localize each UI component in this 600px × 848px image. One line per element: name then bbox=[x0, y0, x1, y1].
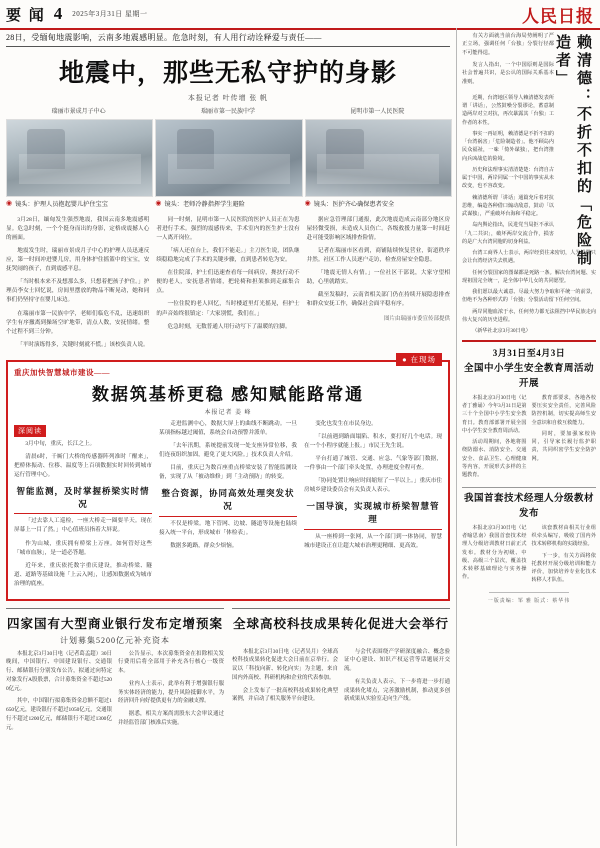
divider bbox=[462, 340, 596, 342]
lead-column bbox=[156, 216, 299, 354]
lead-column bbox=[6, 216, 149, 354]
photo-image bbox=[305, 119, 452, 197]
divider bbox=[14, 513, 152, 514]
page-number: 4 bbox=[53, 4, 63, 23]
paragraph: 会上发布了一批高校科技成果转化典型案例，并启动了相关服务平台建设。 bbox=[232, 687, 338, 703]
divider bbox=[159, 516, 297, 517]
story-column bbox=[118, 650, 224, 737]
bottom-story-left bbox=[6, 608, 224, 737]
paragraph: 有关负责人表示，下一步将进一步打通成果转化堵点，完善激励机制，推动更多创新成果从实验室走向生产线。 bbox=[344, 678, 450, 703]
photo-cell bbox=[155, 108, 300, 210]
notice-date: 3月31日至4月3日 bbox=[492, 348, 566, 359]
paragraph: 作为山城，重庆拥有桥梁上万座。如何管好这些「城市血脉」，是一道必答题。 bbox=[14, 540, 152, 556]
paragraph: 「去年汛期，系统提前发现一处支座异常位移，我们连夜组织加固，避免了更大风险。」技术负责人介绍。 bbox=[159, 442, 297, 458]
page-section-label: 要 闻 bbox=[6, 7, 46, 24]
paragraph: 平台打通了城管、交通、应急、气象等部门数据，一件事由一个部门牵头处置，办理进度全程可查。 bbox=[304, 455, 442, 471]
paragraph: 「过去靠人工巡检，一座大桥走一圈要半天。现在屏幕上一目了然。」中心值班员指着大屏说。 bbox=[14, 518, 152, 534]
paragraph: 同时，要加强家校协同，引导家长履行监护职责，共同织密学生安全防护网。 bbox=[531, 430, 596, 462]
feature-subheading: 智能监测，及时掌握桥梁实时情况 bbox=[16, 485, 150, 509]
paragraph: 「以前遇到路面塌陷、积水，要打好几个电话。现在一个小程序就能上报。」市民王先生说。 bbox=[304, 433, 442, 449]
feature-headline: 数据筑基桥更稳 感知赋能路常通 bbox=[91, 384, 365, 404]
paragraph: 赖清德所谓「讲话」通篇充斥着对抗思维，编造各种借口煽动敌意，鼓动「以武谋独」，严重破坏台海和平稳定。 bbox=[462, 194, 554, 218]
story-headline: 全球高校科技成果转化促进大会举行 bbox=[232, 608, 450, 632]
book-column bbox=[532, 524, 597, 588]
lead-story bbox=[4, 32, 452, 354]
rail-article bbox=[462, 94, 554, 246]
photo-location: 瑞丽市景成月子中心 bbox=[51, 109, 106, 116]
lead-byline: 本报记者 叶传增 张 帆 bbox=[187, 94, 269, 103]
paragraph: 教育部要求，各地各校要压实安全责任，完善风险防控机制，切实提高师生安全意识和自救互救能力。 bbox=[531, 394, 596, 426]
photo-image bbox=[6, 119, 153, 197]
main-column bbox=[4, 28, 452, 846]
book-column bbox=[462, 524, 527, 588]
bottom-stories bbox=[6, 608, 450, 737]
paragraph: 下一步，有关方面将依托教材开展分级培训和能力评价，加快培养专业化技术转移人才队伍。 bbox=[531, 552, 596, 584]
feature-subheading: 一国导演，实现城市桥梁智慧管理 bbox=[306, 501, 440, 524]
lead-column bbox=[307, 216, 450, 354]
paragraph: 变化也发生在市民身边。 bbox=[315, 420, 377, 427]
live-scene-badge bbox=[396, 353, 442, 366]
photo-caption-row bbox=[305, 200, 450, 210]
paragraph: 「当时根本来不及想那么多，只想着把孩子护住。」护理员李女士回忆说，房间里摆放的物品不断晃动，她和同事们仍坚持守在婴儿床边。 bbox=[6, 279, 150, 304]
paragraph: 我们愿以最大诚意、尽最大努力争取和平统一的前景，但绝不为各种形式的「台独」分裂活动留下任何空间。 bbox=[462, 289, 596, 304]
photo-caption: 镜头：医护齐心确保患者安全 bbox=[313, 201, 395, 209]
paragraph: 其中，中国银行拟募集资金总额不超过1650亿元，建设银行不超过1050亿元，交通银行不超过1200亿元，邮储银行不超过1300亿元。 bbox=[6, 698, 112, 731]
paragraph: 两岸同胞血浓于水，任何势力都无法阻挡中华民族走向伟大复兴的历史进程。 bbox=[462, 308, 596, 323]
paragraph: 3月28日，缅甸发生强烈地震，我国云南多地震感明显。危急时刻，一个个挺身而出的身影，定格成震撼人心的画面。 bbox=[6, 217, 150, 242]
paragraph: 本报北京3月30日电（记者喻思南）我国首套技术经理人分级培训教材日前正式发布。教材分为初级、中级、高级三个层次，覆盖技术转移基础理论与实务操作。 bbox=[462, 524, 527, 581]
paragraph: 数据多跑路，群众少烦恼。 bbox=[170, 542, 238, 549]
paragraph: 一位住院的老人回忆，当时楼道里灯光摇晃，但护士的声音始终很镇定：「大家别慌，我们在。」 bbox=[156, 301, 300, 317]
paragraph: 活动周期间，各地将围绕防溺水、消防安全、交通安全、食品卫生、心理健康等内容，开展形式多样的主题教育。 bbox=[462, 439, 527, 479]
paragraph: 「地震无情人有情。」一位社区干部说，大家守望相助，心里就踏实。 bbox=[306, 270, 450, 286]
paragraph: 与会代表围绕产学研深度融合、概念验证中心建设、知识产权运营等话题展开交流。 bbox=[344, 648, 450, 673]
paragraph: 该套教材由相关行业组织牵头编写，吸收了国内外技术转移机构的实践经验。 bbox=[531, 524, 596, 548]
story-columns bbox=[6, 650, 224, 737]
paragraph: 3月中旬，重庆，长江之上。 bbox=[25, 440, 96, 447]
photo-cell bbox=[6, 108, 151, 210]
photo-image bbox=[155, 119, 302, 197]
book-columns bbox=[462, 524, 596, 588]
story-column bbox=[6, 650, 112, 737]
location-pin-icon: ◉ bbox=[155, 199, 162, 208]
live-scene-label: 在现场 bbox=[410, 354, 436, 364]
bottom-story-right bbox=[232, 608, 450, 737]
page-editor-signature: 一版责编：邹 雅 版式：蔡华伟 bbox=[487, 598, 571, 604]
live-dot-icon: ● bbox=[402, 354, 408, 364]
photo-credit: 图片由瑞丽市委宣传部提供 bbox=[383, 315, 450, 322]
divider bbox=[304, 529, 442, 530]
paragraph: 从一座桥到一张网，从一个部门到一体协同，智慧城市建设正在让超大城市治理更精细、更高效。 bbox=[304, 533, 442, 549]
paragraph: 截至发稿时，云南省相关部门仍在持续开展隐患排查和群众安抚工作，确保社会面平稳有序。 bbox=[306, 292, 450, 308]
feature-story bbox=[6, 354, 450, 601]
story-column bbox=[344, 648, 450, 709]
paragraph: 本报北京3月30日电（记者丁雅诵）今年3月31日是第三十个全国中小学生安全教育日。教育部部署开展全国中小学生安全教育周活动。 bbox=[462, 394, 527, 434]
photo-caption-row bbox=[155, 200, 300, 210]
story-subhead: 计划募集5200亿元补充资本 bbox=[60, 635, 170, 645]
paragraph: 危急时刻，无数普通人用行动写下了温暖的注脚。 bbox=[167, 323, 291, 330]
paragraph: 清晨6时，千厮门大桥的传感器阵列准时「醒来」，把桥体振动、位移、温度等上百项数据实时回传到城市运行管理中心。 bbox=[14, 453, 152, 478]
book-headline: 我国首套技术经理人分级教材发布 bbox=[463, 494, 594, 519]
notice-column bbox=[532, 394, 597, 483]
paragraph: 本报北京3月30日电（记者葛孟超）30日晚间，中国银行、中国建设银行、交通银行、邮储银行分别发布公告，拟通过向特定对象发行A股股票，合计募集资金不超过5200亿元。 bbox=[6, 650, 112, 692]
photo-strip bbox=[6, 108, 450, 210]
paragraph: 走进监测中心，数据大屏上的曲线不断跳动。一旦某项指标越过阈值，系统会自动预警并派单。 bbox=[159, 420, 297, 436]
photo-cell bbox=[305, 108, 450, 210]
photo-caption-row bbox=[6, 200, 151, 210]
photo-caption: 镜头：老师冷静指挥学生避险 bbox=[164, 201, 245, 209]
notice-column bbox=[462, 394, 527, 483]
feature-columns bbox=[14, 420, 442, 593]
photo-caption: 镜头：护理人员抱起婴儿护住宝宝 bbox=[15, 201, 108, 209]
page-body bbox=[0, 28, 600, 848]
paragraph: 业内人士表示，此举有利于增强银行服务实体经济的能力，提升风险抵御水平，为经济回升向好提供更有力的金融支撑。 bbox=[118, 680, 224, 705]
paragraph: 「病人还在台上，我们不能走。」主刀医生说，团队继续稳稳地完成了手术的关键步骤，直到患者转危为安。 bbox=[156, 248, 300, 264]
paragraph: 据悉，相关方案尚需股东大会审议通过并经监管部门核准后实施。 bbox=[118, 711, 224, 726]
notice-headline: 全国中小学生安全教育周活动开展 bbox=[463, 364, 594, 389]
divider bbox=[489, 592, 569, 593]
lead-text-columns bbox=[6, 216, 450, 354]
paragraph: 同一时刻，昆明市第一人民医院的医护人员正在为患者进行手术。强烈的震感传来，手术室内的医生护士没有一人离开岗位。 bbox=[156, 217, 300, 242]
paragraph: 有关方面就当前台海局势阐明了严正立场，强调任何「台独」分裂行径都不可能得逞。 bbox=[462, 33, 554, 56]
paragraph: 近年来，重庆依托数字重庆建设，推动桥梁、隧道、道路等基础设施「上云入网」，让感知数据成为城市治理的底座。 bbox=[14, 562, 152, 587]
paragraph: （新华社北京3月30日电） bbox=[472, 328, 531, 335]
feature-kicker: 重庆加快智慧城市建设—— bbox=[14, 367, 110, 377]
paragraph: 发言人指出，一个中国原则是国际社会普遍共识，是公认的国际关系基本准则。 bbox=[462, 61, 554, 85]
paragraph: 岛内舆论指出，民进党当局拒不承认「九二共识」，破坏两岸交流合作，损害的是广大台湾同胞的切身利益。 bbox=[462, 222, 554, 245]
rail-vertical-headline: 赖清德：不折不扣的「危险制造者」 bbox=[554, 34, 591, 268]
paragraph: 事实一再证明，赖清德是不折不扣的「台湾祸害」「危险制造者」。他不顾岛内民众福祉，一味「倚外谋独」，把台湾推向兵凶战危的险境。 bbox=[462, 130, 554, 162]
paragraph: 据应急管理部门通报，此次地震造成云南部分地区房屋轻微受损，未造成人员伤亡。各级救援力量第一时间赶赴可能受影响区域排查险情。 bbox=[306, 217, 450, 242]
paragraph: 地震发生时，瑞丽市景成月子中心的护理人员迅速反应，第一时间冲进婴儿房，用身体护住摇篮中的宝宝，安抚哭闹的孩子，直到震感平息。 bbox=[6, 248, 150, 273]
location-pin-icon: ◉ bbox=[6, 199, 13, 208]
feature-byline: 本报记者 姜 峰 bbox=[204, 409, 252, 416]
story-headline: 四家国有大型商业银行发布定增预案 bbox=[6, 608, 224, 632]
photo-location: 瑞丽市第一民族中学 bbox=[200, 109, 255, 116]
location-pin-icon: ◉ bbox=[304, 199, 311, 208]
story-column bbox=[232, 648, 338, 709]
divider bbox=[462, 487, 596, 488]
paragraph: 在瑞丽市第一民族中学，老师们临危不乱，迅速组织学生有序撤离到操场空旷地带，清点人数，安抚情绪。整个过程不到三分钟。 bbox=[6, 310, 150, 335]
paragraph: 历史和法理事实清清楚楚：台湾自古属于中国，两岸同属一个中国的事实从未改变，也不容改变。 bbox=[462, 166, 554, 190]
notice-columns bbox=[462, 394, 596, 483]
paragraph: 「协同处置让响应时间缩短了一半以上。」重庆市住房城乡建设委员会有关负责人表示。 bbox=[304, 477, 442, 493]
paragraph: 任何分裂国家的图谋都是死路一条。解决台湾问题、实现祖国完全统一，是全体中华儿女的共同愿望。 bbox=[462, 269, 596, 284]
paragraph: 记者在瑞丽市区看到，商铺陆续恢复营业，街道秩序井然。社区工作人员逐户走访，检查房屋安全隐患。 bbox=[306, 248, 450, 264]
paragraph: 不仅是桥梁。地下管网、边坡、隧道等设施也陆续接入统一平台，形成城市「体检表」。 bbox=[159, 520, 297, 536]
paragraph: 目前，重庆已为数百座重点桥梁安装了智能监测设备，实现了从「被动维修」到「主动预防」的转变。 bbox=[159, 464, 297, 480]
paper-logo: 人民日报 bbox=[522, 6, 594, 26]
story-subhead bbox=[232, 635, 450, 644]
publication-date: 2025年3月31日 星期一 bbox=[72, 10, 148, 18]
paragraph: 在住院部，护士们迅速查看每一间病房，搀扶行动不便的老人，安抚患者情绪，把轮椅和担架推到走廊集合点。 bbox=[156, 270, 300, 295]
lead-kicker: 28日，受缅甸地震影响，云南多地震感明显。危急时刻，有人用行动诠释爱与责任—— bbox=[6, 32, 450, 47]
photo-location: 昆明市第一人民医院 bbox=[350, 109, 405, 116]
right-rail bbox=[456, 28, 596, 846]
paragraph: 台湾工商界人士表示，两岸经贸往来密切，人为设限只会让台湾经济失去机遇。 bbox=[462, 250, 596, 265]
paragraph: 本报北京3月30日电（记者吴月）全球高校科技成果转化促进大会日前在京举行。会议以「科技向新、转化向实」为主题，来自国内外高校、科研机构和企业的代表参加。 bbox=[232, 648, 338, 681]
feature-column bbox=[14, 420, 152, 593]
paragraph: 近期，台湾地区领导人赖清德发表所谓「讲话」，公然鼓噪分裂谬论，蓄意制造两岸对立对抗，再次暴露其「台独」工作者的本性。 bbox=[462, 94, 554, 126]
lead-headline: 地震中，那些无私守护的身影 bbox=[58, 60, 397, 88]
paragraph: 「平时演练得多，关键时刻就不慌。」该校负责人说。 bbox=[17, 341, 149, 348]
paragraph: 公告显示，本次募集资金在扣除相关发行费用后将全部用于补充各行核心一级资本。 bbox=[118, 650, 224, 675]
masthead bbox=[0, 0, 600, 30]
deep-read-badge: 深阅读 bbox=[14, 425, 46, 437]
feature-column bbox=[304, 420, 442, 593]
feature-subheading: 整合资源，协同高效处理突发状况 bbox=[161, 488, 295, 511]
story-columns bbox=[232, 648, 450, 709]
feature-column bbox=[159, 420, 297, 593]
